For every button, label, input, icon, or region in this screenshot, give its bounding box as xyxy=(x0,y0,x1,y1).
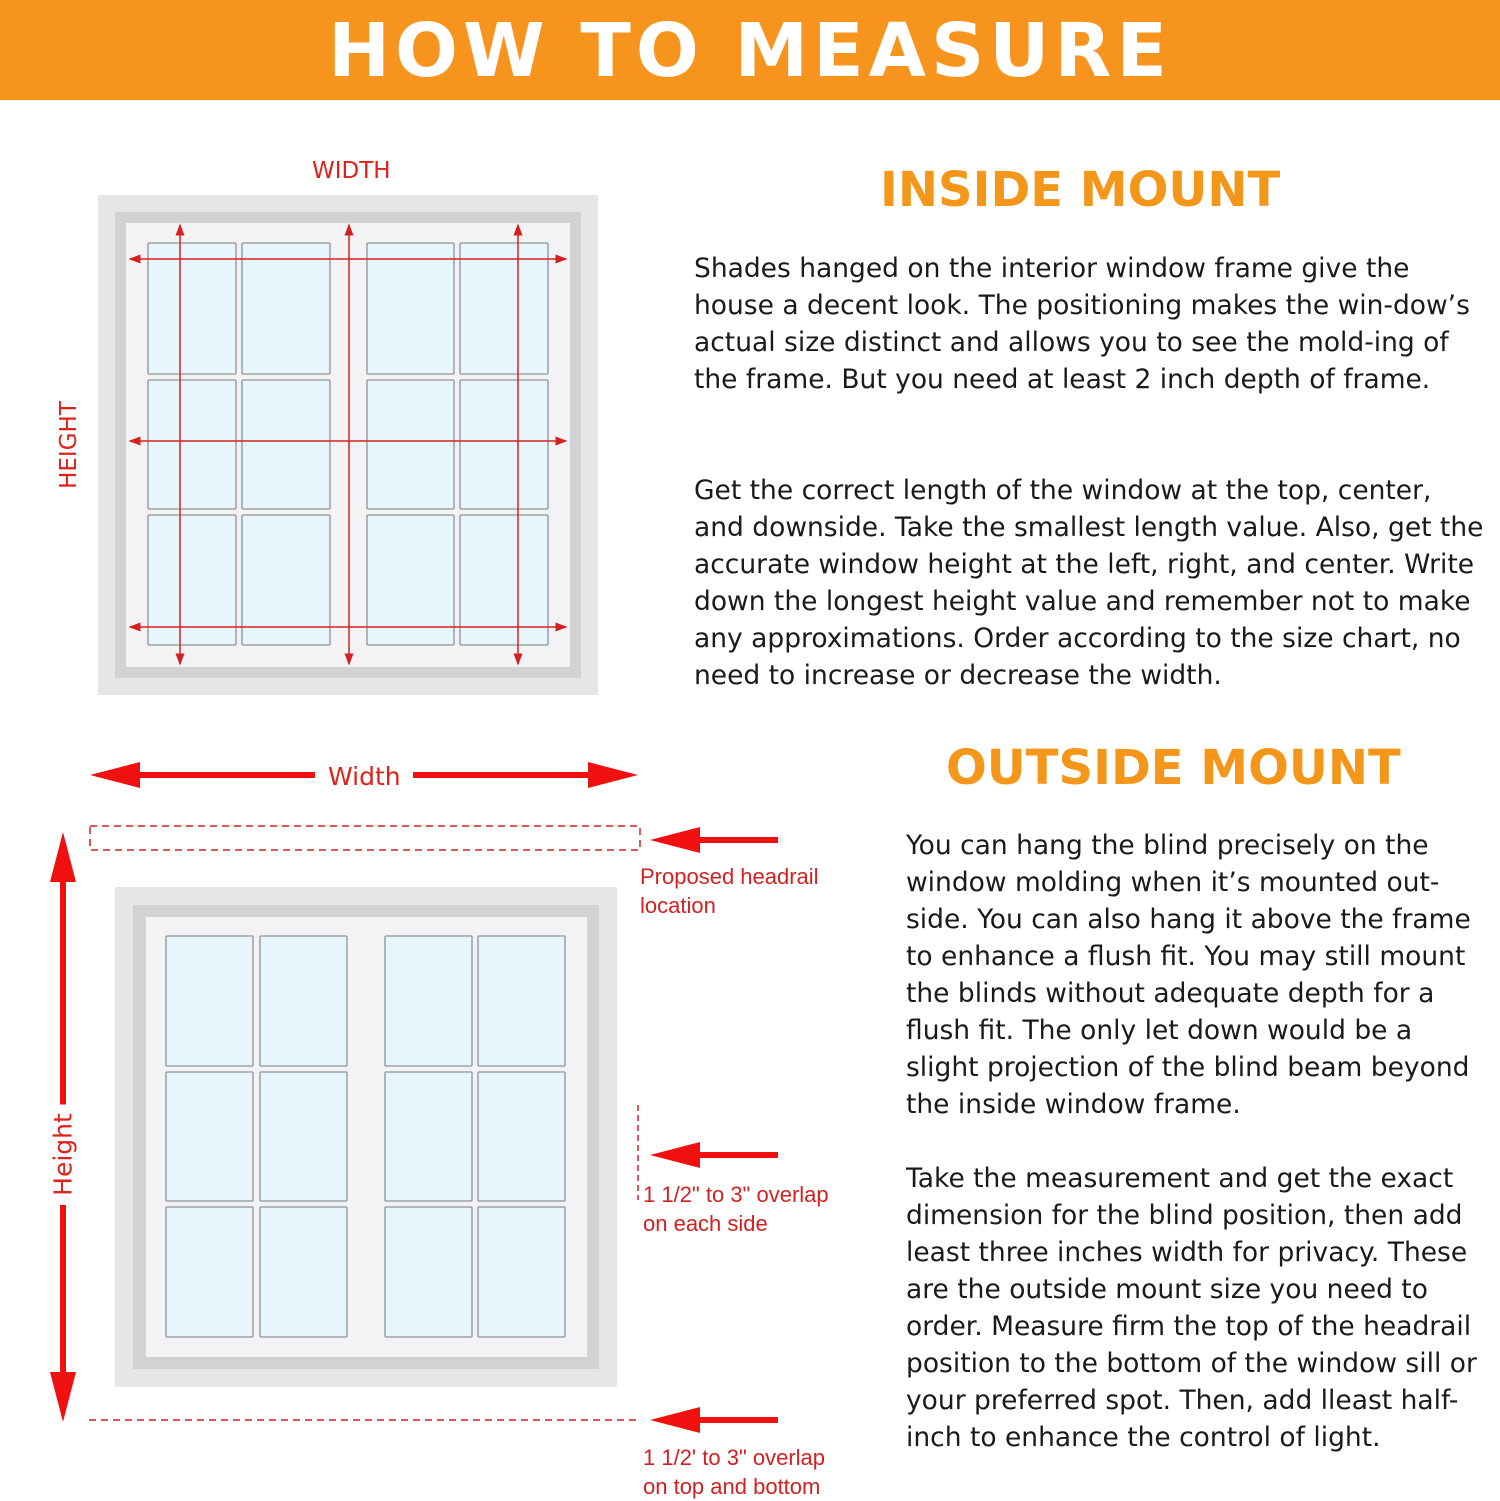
headrail-dashed-outline xyxy=(90,826,640,850)
height-arrow-up-icon xyxy=(50,832,76,882)
inside-glass-pane xyxy=(367,380,454,509)
height-arrow-down-icon xyxy=(50,1372,76,1422)
inside-glass-pane xyxy=(367,243,454,374)
inside-glass-pane xyxy=(242,515,330,645)
width-arrow-left-arrowhead-icon xyxy=(90,762,140,788)
topbottom-note-line1: 1 1/2' to 3" overlap xyxy=(643,1445,826,1470)
inside-paragraph-2: Get the correct length of the window at the top, center, and downside. Take the smallest length value. Also, get the accurate window height at the left, right, and center. Write down the longest height value and remember not to make any approximations. Order according to the size chart, no need to increase or decrease the width. xyxy=(694,475,1484,691)
outside-glass-pane xyxy=(166,936,253,1066)
outside-width-label: Width xyxy=(318,762,411,791)
outside-mount-heading: OUTSIDE MOUNT xyxy=(946,740,1401,796)
inside-height-label: HEIGHT xyxy=(56,401,82,489)
bottom-pointer-arrow-arrowhead-icon xyxy=(650,1407,700,1433)
outside-glass-pane xyxy=(166,1072,253,1201)
inside-glass-pane xyxy=(460,243,548,374)
outside-glass-pane xyxy=(260,1072,347,1201)
inside-glass-pane xyxy=(367,515,454,645)
page-title: HOW TO MEASURE xyxy=(328,8,1172,94)
outside-glass-pane xyxy=(166,1207,253,1337)
inside-mount-heading: INSIDE MOUNT xyxy=(880,162,1281,218)
inside-glass-pane xyxy=(242,380,330,509)
outside-glass-pane xyxy=(385,1207,472,1337)
inside-glass-pane xyxy=(148,243,236,374)
side-overlap-note xyxy=(643,1180,829,1238)
inside-width-label: WIDTH xyxy=(312,158,391,184)
outside-paragraph-1: You can hang the blind precisely on the window molding when it’s mounted out-side. You can also hang it above the frame to enhance a flush fit. You may still mount the blinds without adequate depth for a flush fit. The only let down would be a slight projection of the blind beam beyond the inside window frame. xyxy=(906,830,1471,1120)
headrail-note xyxy=(640,862,819,920)
outside-glass-pane xyxy=(478,1207,565,1337)
inside-mount-window xyxy=(98,195,598,695)
inside-glass-pane xyxy=(148,515,236,645)
side-note-line2: on each side xyxy=(643,1211,768,1236)
headrail-note-line2: location xyxy=(640,893,716,918)
outside-glass-pane xyxy=(260,1207,347,1337)
inside-glass-pane xyxy=(148,380,236,509)
headrail-pointer-arrow-arrowhead-icon xyxy=(650,827,700,853)
inside-glass-pane xyxy=(460,380,548,509)
outside-glass-pane xyxy=(385,936,472,1066)
outside-mount-window xyxy=(115,887,617,1387)
width-arrow-right-arrowhead-icon xyxy=(588,762,638,788)
outside-glass-pane xyxy=(385,1072,472,1201)
inside-paragraph-1: Shades hanged on the interior window frame give the house a decent look. The positioning makes the win-dow’s actual size distinct and allows you to see the mold-ing of the frame. But you need at least 2 inch depth of frame. xyxy=(694,253,1470,395)
headrail-note-line1: Proposed headrail xyxy=(640,864,819,889)
outside-glass-pane xyxy=(478,936,565,1066)
topbottom-note-line2: on top and bottom xyxy=(643,1474,821,1499)
outside-paragraph-2: Take the measurement and get the exact dimension for the blind position, then add least three inches width for privacy. These are the outside mount size you need to order. Measure firm the top of the headrail position to the bottom of the window sill or your preferred spot. Then, add lleast half-inch to enhance the control of light. xyxy=(906,1163,1477,1453)
topbottom-overlap-note xyxy=(643,1443,825,1501)
outside-height-label: Height xyxy=(49,1105,78,1205)
outside-glass-pane xyxy=(478,1072,565,1201)
inside-glass-pane xyxy=(242,243,330,374)
inside-glass-pane xyxy=(460,515,548,645)
outside-glass-pane xyxy=(260,936,347,1066)
side-pointer-arrow-arrowhead-icon xyxy=(650,1142,700,1168)
side-note-line1: 1 1/2" to 3" overlap xyxy=(643,1182,829,1207)
